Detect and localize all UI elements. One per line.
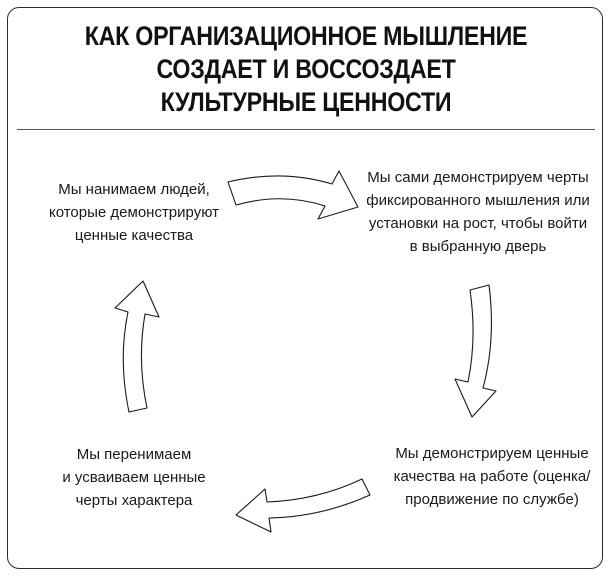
arrow-down-icon: [455, 285, 496, 417]
node-text-line: Мы перенимаем: [76, 446, 192, 463]
arrow-up-icon: [115, 281, 159, 412]
arrow-left-icon: [236, 479, 370, 532]
node-text-line: черты характера: [75, 492, 193, 509]
node-text-line: Мы демонстрируем ценные: [395, 445, 589, 462]
node-text-line: Мы сами демонстрируем черты: [367, 169, 589, 186]
node-text-line: Мы нанимаем людей,: [58, 181, 210, 198]
node-text-line: фиксированного мышления или: [366, 192, 590, 209]
title-line: КУЛЬТУРНЫЕ ЦЕННОСТИ: [160, 87, 452, 117]
title-line: СОЗДАЕТ И ВОССОЗДАЕТ: [156, 54, 456, 84]
node-text-line: качества на работе (оценка/: [393, 468, 591, 485]
node-text-line: в выбранную дверь: [409, 238, 547, 255]
node-text-line: продвижение по службе): [405, 491, 579, 508]
title-line: КАК ОРГАНИЗАЦИОННОЕ МЫШЛЕНИЕ: [84, 21, 528, 51]
node-text-line: и усваиваем ценные: [62, 469, 206, 486]
arrow-right-icon: [228, 171, 358, 219]
node-text-line: ценные качества: [74, 227, 194, 244]
node-text-line: установки на рост, чтобы войти: [368, 215, 588, 232]
node-text-line: которые демонстрируют: [48, 204, 219, 221]
